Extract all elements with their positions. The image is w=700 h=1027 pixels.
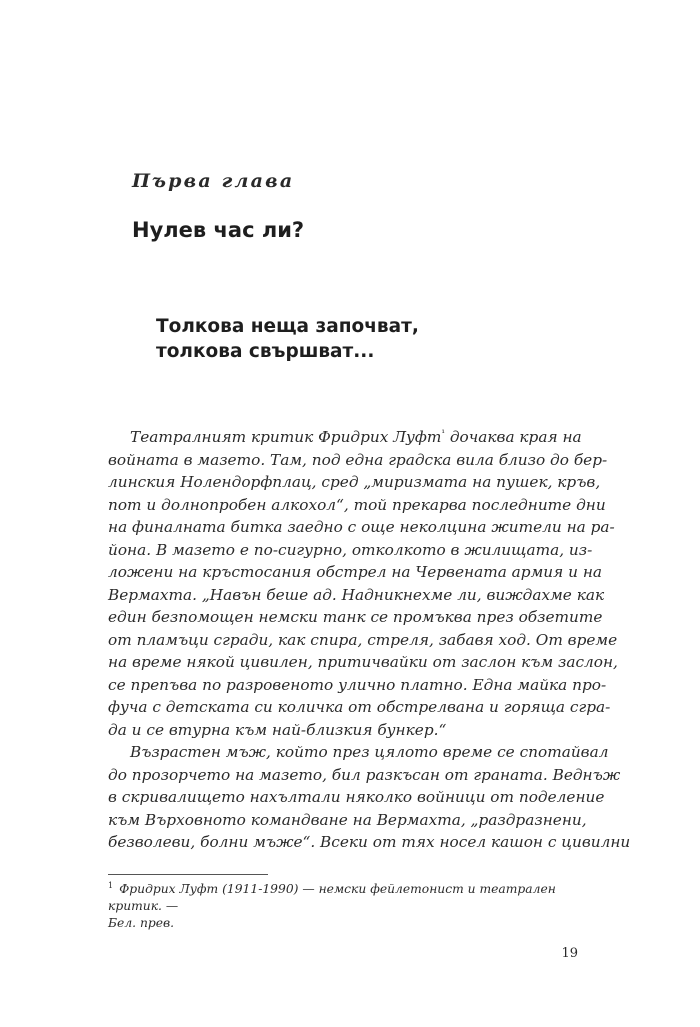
body-line: от пламъци сгради, как спира, стреля, забавя ход. От време — [108, 630, 618, 649]
body-line: пот и долнопробен алкохол“, той прекарва последните дни — [108, 495, 606, 514]
footnote-divider — [108, 874, 268, 875]
body-line: в скривалището нахълтали няколко войници от поделение — [108, 788, 605, 806]
body-text — [108, 426, 631, 854]
chapter-title: Нулев час ли? — [132, 218, 305, 242]
body-line: до прозорчето на мазето, бил разкъсан от граната. Веднъж — [108, 765, 621, 784]
body-line: войната в мазето. Там, под една градска вила близо до бер- — [108, 450, 608, 469]
body-line: фуча с детската си количка от обстрелвана и горяща сгра- — [108, 698, 611, 716]
section-heading — [156, 314, 419, 364]
body-line: един безпомощен немски танк се промъква през обзетите — [108, 608, 603, 626]
body-line-text: дочаква края на — [445, 428, 582, 446]
footnote-line — [108, 881, 578, 915]
body-line: на финалната битка заедно с още неколцина жители на ра- — [108, 518, 615, 536]
body-line — [108, 426, 582, 449]
body-line: Възрастен мъж, който през цялото време се спотайвал — [130, 743, 609, 761]
body-line: йона. В мазето е по-сигурно, отколкото в жилищата, из- — [108, 540, 593, 559]
chapter-label: Първа глава — [132, 170, 295, 192]
body-line: на време някой цивилен, притичвайки от заслон към заслон, — [108, 653, 618, 671]
body-line-text: Театралният критик Фридрих Луфт — [130, 428, 442, 446]
footnote-text: Фридрих Луфт (1911-1990) — немски фейлетонист и театрален критик. — — [108, 882, 556, 913]
footnote-reference[interactable]: ¹ — [441, 428, 445, 439]
section-heading-line: Толкова неща започват, — [156, 316, 419, 337]
body-line: линския Нолендорфплац, сред „миризмата на пушек, кръв, — [108, 473, 601, 491]
footnote-line: Бел. прев. — [108, 916, 175, 930]
footnote — [108, 881, 578, 932]
footnote-number: 1 — [108, 880, 114, 890]
body-line: безволеви, болни мъже“. Всеки от тях носел кашон с цивилни — [108, 833, 631, 851]
page-number: 19 — [561, 946, 578, 961]
body-line: Вермахта. „Навън беше ад. Надникнехме ли, виждахме как — [108, 585, 605, 604]
section-heading-line: толкова свършват... — [156, 341, 375, 362]
body-line: ложени на кръстосания обстрел на Червената армия и на — [108, 563, 603, 581]
body-line: се препъва по разровеното улично платно. Една майка про- — [108, 675, 607, 694]
body-line: да и се втурна към най-близкия бункер.“ — [108, 720, 447, 739]
body-line: към Върховното командване на Вермахта, „раздразнени, — [108, 810, 587, 829]
